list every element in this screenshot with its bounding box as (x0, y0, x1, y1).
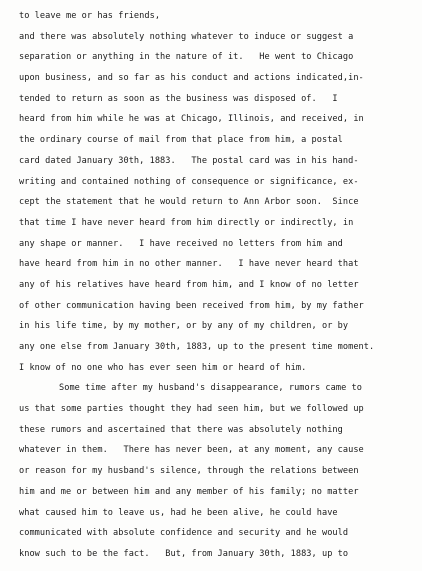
text-line: upon business, and so far as his conduct and actions indicated,in- (19, 73, 364, 84)
text-line: any shape or manner. I have received no letters from him and (19, 238, 343, 249)
text-line: writing and contained nothing of consequence or significance, ex- (19, 176, 359, 187)
text-line: the ordinary course of mail from that place from him, a postal (19, 135, 343, 146)
text-line: or reason for my husband's silence, through the relations between (19, 466, 359, 477)
text-line: to leave me or has friends, (19, 11, 161, 21)
text-line: have heard from him in no other manner. I have never heard that (19, 259, 359, 270)
text-line: what caused him to leave us, had he been alive, he could have (19, 507, 338, 518)
text-line: of other communication having been received from him, by my father (19, 300, 364, 311)
text-line: these rumors and ascertained that there was absolutely nothing (19, 424, 343, 435)
text-line: heard from him while he was at Chicago, Illinois, and received, in (19, 114, 364, 125)
text-line: us that some parties thought they had seen him, but we followed up (19, 404, 364, 415)
text-line: card dated January 30th, 1883. The postal card was in his hand- (19, 155, 359, 166)
text-line: in his life time, by my mother, or by any of my children, or by (19, 321, 349, 332)
text-line: that time I have never heard from him directly or indirectly, in (19, 217, 354, 228)
text-line: and there was absolutely nothing whatever to induce or suggest a (19, 31, 354, 42)
text-line: cept the statement that he would return to Ann Arbor soon. Since (19, 197, 359, 208)
typed-text-body (19, 6, 419, 565)
text-line: separation or anything in the nature of it. He went to Chicago (19, 52, 354, 63)
paragraph-start-line: Some time after my husband's disappearance, rumors came to (59, 383, 362, 394)
text-line: him and me or between him and any member of his family; no matter (19, 486, 359, 497)
text-line: tended to return as soon as the business was disposed of. I (19, 93, 338, 104)
text-line: whatever in them. There has never been, at any moment, any cause (19, 445, 364, 456)
text-line: any of his relatives have heard from him, and I know of no letter (19, 279, 359, 290)
text-line: know such to be the fact. But, from January 30th, 1883, up to (19, 548, 349, 559)
text-line: communicated with absolute confidence and security and he would (19, 528, 349, 539)
text-line: I know of no one who has ever seen him or heard of him. (19, 362, 307, 373)
text-line: any one else from January 30th, 1883, up to the present time moment. (19, 342, 375, 352)
